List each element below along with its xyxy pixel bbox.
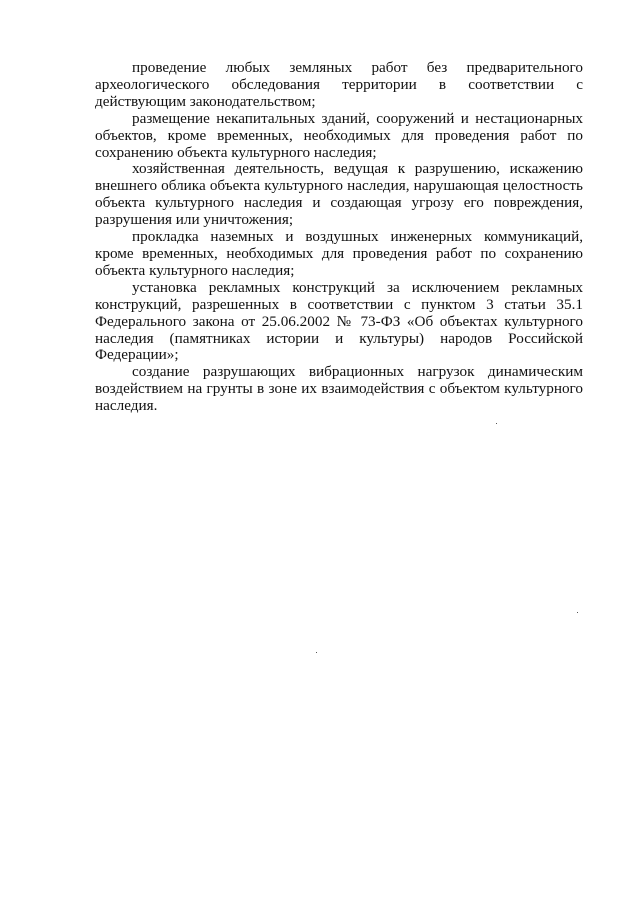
paragraph-advertising: установка рекламных конструкций за исключением рекламных конструкций, разрешенных в соответствии с пунктом 3 статьи 35.1 Федерального закона от 25.06.2002 № 73-ФЗ «Об объектах культурного наследия (памятниках истории и культуры) народов Российской Федерации»;	[95, 278, 583, 364]
paragraph-economic-activity: хозяйственная деятельность, ведущая к разрушению, искажению внешнего облика объекта культурного наследия, нарушающая целостность объекта культурного наследия и создающая угрозу его повреждения, разрушения или уничтожения;	[95, 160, 583, 229]
scan-speck	[577, 612, 578, 613]
paragraph-earthworks: проведение любых земляных работ без предварительного археологического обследования территории в соответствии с действующим законодательством;	[95, 59, 583, 110]
scan-speck	[316, 652, 317, 653]
paragraph-utility-lines: прокладка наземных и воздушных инженерных коммуникаций, кроме временных, необходимых для проведения работ по сохранению объекта культурного наследия;	[95, 228, 583, 279]
paragraph-temporary-buildings: размещение некапитальных зданий, сооружений и нестационарных объектов, кроме временных, необходимых для проведения работ по сохранению объекта культурного наследия;	[95, 109, 583, 161]
scan-speck	[496, 423, 497, 424]
document-text	[95, 60, 583, 415]
paragraph-vibration-loads: создание разрушающих вибрационных нагрузок динамическим воздействием на грунты в зоне их взаимодействия с объектом культурного наследия.	[95, 363, 583, 415]
